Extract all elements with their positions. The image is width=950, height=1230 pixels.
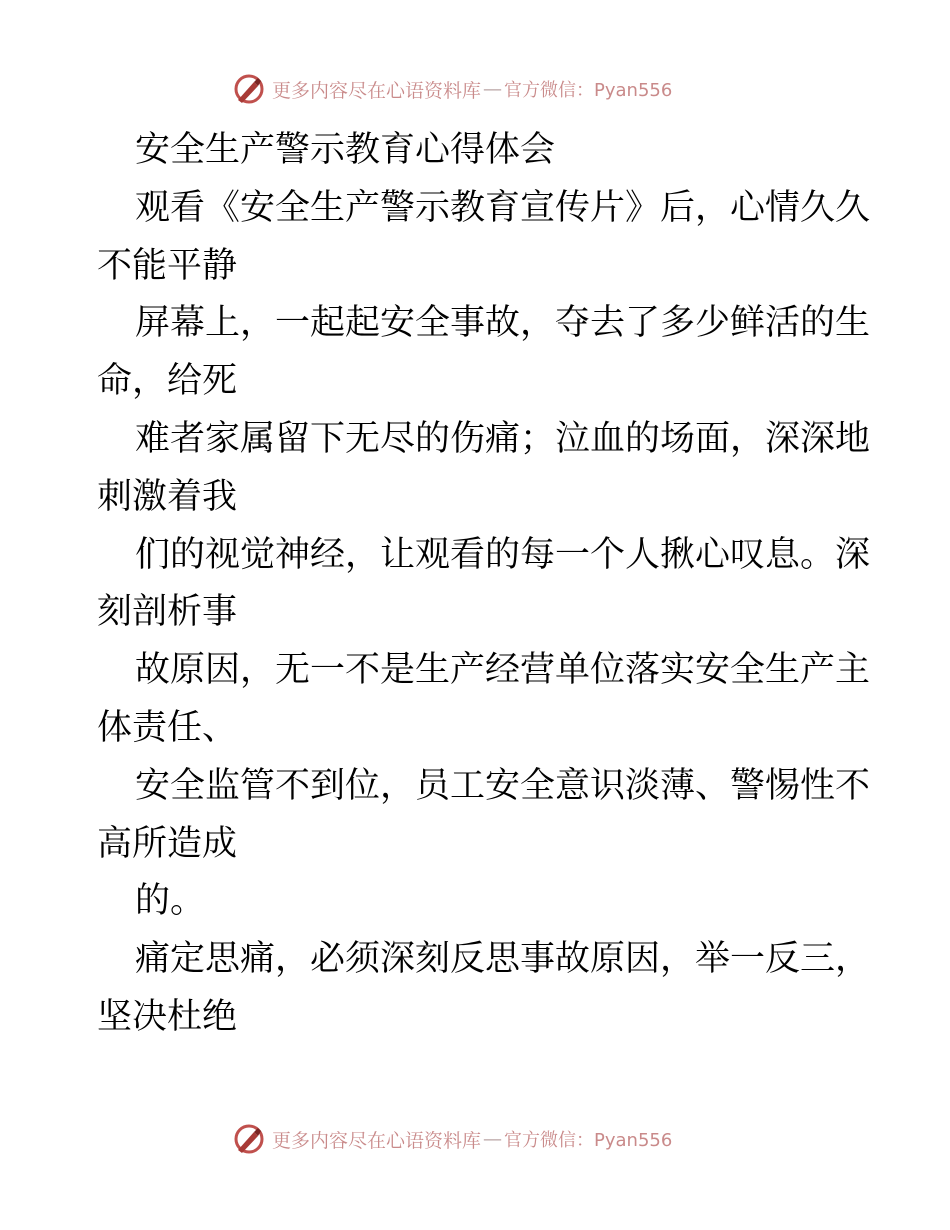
- body-line: 安全监管不到位，员工安全意识淡薄、警惕性不: [135, 765, 871, 806]
- body-line: 不能平静: [97, 245, 238, 286]
- watermark-site-text: 更多内容尽在心语资料库: [272, 79, 482, 102]
- body-line: 的。: [135, 881, 206, 922]
- body-line: 坚决杜绝: [97, 996, 238, 1037]
- document-title: 安全生产警示教育心得体会: [135, 130, 556, 170]
- footer-watermark: [232, 1122, 752, 1156]
- body-line: 痛定思痛，必须深刻反思事故原因，举一反三，: [135, 939, 871, 980]
- body-line: 体责任、: [97, 707, 238, 748]
- body-line: 刻剖析事: [97, 592, 238, 633]
- red-pen-circle-logo-icon: [232, 1122, 266, 1156]
- watermark-dash: —: [483, 1128, 503, 1150]
- body-line: 屏幕上，一起起安全事故，夺去了多少鲜活的生: [135, 303, 871, 344]
- document-body: [97, 122, 871, 1047]
- red-pen-circle-logo-icon: [232, 72, 266, 106]
- header-watermark: [232, 72, 752, 106]
- body-line: 命，给死: [97, 361, 238, 402]
- watermark-site-text: 更多内容尽在心语资料库: [272, 1129, 482, 1152]
- body-line: 难者家属留下无尽的伤痛；泣血的场面，深深地: [135, 418, 871, 459]
- body-line: 故原因，无一不是生产经营单位落实安全生产主: [135, 650, 871, 691]
- watermark-wechat-text: 官方微信：Pyan556: [504, 1130, 673, 1151]
- body-line: 高所造成: [97, 823, 238, 864]
- body-line: 观看《安全生产警示教育宣传片》后，心情久久: [135, 187, 871, 228]
- watermark-dash: —: [483, 78, 503, 100]
- watermark-wechat-text: 官方微信：Pyan556: [504, 80, 673, 101]
- body-line: 刺激着我: [97, 476, 238, 517]
- body-line: 们的视觉神经，让观看的每一个人揪心叹息。深: [135, 534, 871, 575]
